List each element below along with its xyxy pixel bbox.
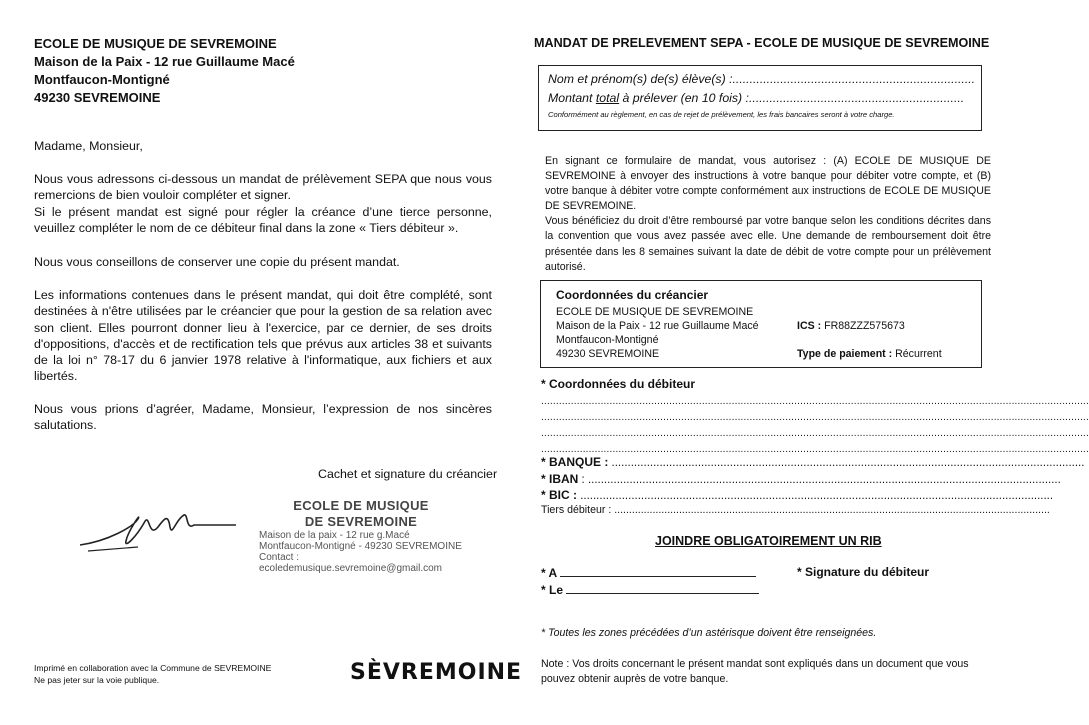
stamp-name-1: ECOLE DE MUSIQUE [293,498,429,513]
bic-input[interactable]: .................................................................................................................................................... [580,490,1054,502]
stamp-address: Maison de la paix - 12 rue g.Macé [259,530,410,541]
iban-label: * IBAN [541,472,579,486]
required-fields-note: * Toutes les zones précédées d’un astérisque doivent être renseignées. [541,627,877,639]
signature-place-row [541,565,756,580]
iban-field-row [541,471,1061,487]
date-input[interactable] [566,582,759,594]
bank-label: * BANQUE : [541,455,609,469]
amount-field[interactable]: ............................................................... [748,91,965,105]
debtor-line-2[interactable]: ........................................................................................................................................................................................ [541,412,1089,423]
third-party-input[interactable]: .................................................................................................................................................... [614,504,1050,516]
creditor-line-2: Maison de la Paix - 12 rue Guillaume Macé [556,320,759,332]
amount-label-total: total [595,91,620,105]
refund-paragraph: Vous bénéficiez du droit d’être remboursé par votre banque selon les conditions décrites dans la convention que vous avez passée avec elle. Une demande de remboursement doit être présentée dans les 8 semaines suivant la date de débit de votre compte pour un prélèvement autorisé. [545,215,991,273]
signature-date-row [541,582,759,597]
paragraph-3: Les informations contenues dans le présent mandat, qui doit être complété, sont destinées à n'être utilisées par le créancier que pour la gestion de sa relation avec son client. Elles pourront donner lieu à l'exercice, par ce dernier, de ses droits d'oppositions, d'accès et de rectification tels que prévus aux articles 38 et suivants de la loi n° 78-17 du 6 janvier 1978 relative à l'informatique, aux fichiers et aux libertés. [34,288,492,384]
iban-separator: : [578,474,585,486]
bic-field-row [541,487,1054,503]
creditor-ics [797,320,905,332]
sender-address [34,35,295,107]
rib-notice: JOINDRE OBLIGATOIREMENT UN RIB [655,534,882,548]
mandate-title: MANDAT DE PRELEVEMENT SEPA - ECOLE DE MUSIQUE DE SEVREMOINE [534,36,990,50]
student-info-box [538,65,982,131]
debtor-signature-label: * Signature du débiteur [797,565,930,579]
mandate-authorization-text [545,154,991,275]
footer-note [34,662,271,686]
bank-input[interactable]: .................................................................................................................................................... [611,457,1085,469]
amount-line [548,91,964,105]
school-stamp [255,498,467,582]
footer-line-1: Imprimé en collaboration avec la Commune de SEVREMOINE [34,663,272,673]
stamp-name-2: DE SEVREMOINE [304,514,418,529]
third-party-label: Tiers débiteur : [541,504,612,516]
footer-line-2: Ne pas jeter sur la voie publique. [34,675,160,685]
salutation-text: Madame, Monsieur, [34,139,143,153]
iban-input[interactable]: .................................................................................................................................................... [587,474,1061,486]
letter-paragraph-3 [34,287,492,385]
bank-field-row [541,454,1085,470]
student-names-label: Nom et prénom(s) de(s) élève(s) : [548,72,733,86]
paragraph-4: Nous vous prions d’agréer, Madame, Monsieur, l’expression de nos sincères salutations. [34,402,492,433]
payment-type-value: Récurrent [895,348,942,360]
paragraph-1b: Si le présent mandat est signé pour régler la créance d’une tierce personne, veuillez compléter le nom de ce débiteur final dans la zone « Tiers débiteur ». [34,204,492,235]
letter-paragraph-1 [34,171,492,236]
amount-label-post: à prélever (en 10 fois) : [619,91,749,105]
payment-type-label: Type de paiement : [797,348,893,360]
debtor-title: * Coordonnées du débiteur [541,377,696,391]
creditor-line-4: 49230 SEVREMOINE [556,348,660,360]
debtor-line-3[interactable]: ........................................................................................................................................................................................ [541,428,1089,439]
paragraph-2: Nous vous conseillons de conserver une copie du présent mandat. [34,255,400,269]
place-input[interactable] [560,565,756,577]
stamp-city: Montfaucon-Montigné - 49230 SEVREMOINE [259,541,462,552]
letter-paragraph-4 [34,401,492,434]
debtor-line-1[interactable]: ........................................................................................................................................................................................ [541,396,1089,407]
creditor-line-3: Montfaucon-Montigné [556,334,659,346]
payment-type [797,348,942,360]
rights-note: Note : Vos droits concernant le présent mandat sont expliqués dans un document que vous pouvez obtenir auprès de votre banque. [541,658,969,685]
debtor-line-4[interactable]: ........................................................................................................................................................................................ [541,444,1089,455]
ics-label: ICS : [797,320,822,332]
paragraph-1a: Nous vous adressons ci-dessous un mandat de prélèvement SEPA que nous vous remercions de bien vouloir compléter et signer. [34,172,492,203]
creditor-title: Coordonnées du créancier [556,288,709,302]
place-label: * A [541,566,557,580]
conformity-note: Conformément au règlement, en cas de rejet de prélèvement, les frais bancaires seront à votre charge. [548,110,895,119]
student-names-field[interactable]: ....................................................................... [732,72,976,86]
sender-line-2: Maison de la Paix - 12 rue Guillaume Macé [34,54,295,69]
letter-paragraph-2 [34,254,492,270]
authorization-paragraph: En signant ce formulaire de mandat, vous autorisez : (A) ECOLE DE MUSIQUE DE SEVREMOINE à envoyer des instructions à votre banque pour débiter votre compte, et (B) votre banque à débiter votre compte conformément aux instructions de ECOLE DE MUSIQUE DE SEVREMOINE. [545,155,991,213]
handwritten-signature [78,497,238,557]
creditor-box [540,280,982,368]
student-names-line [548,72,975,86]
date-label: * Le [541,583,564,597]
cachet-label: Cachet et signature du créancier [318,467,498,481]
creditor-line-1: ECOLE DE MUSIQUE DE SEVREMOINE [556,306,754,318]
third-party-field-row [541,502,1050,518]
sender-line-1: ECOLE DE MUSIQUE DE SEVREMOINE [34,36,277,51]
ics-value: FR88ZZZ575673 [824,320,905,332]
bic-label: * BIC : [541,488,577,502]
sevremoine-logo: SÈVREMOINE [350,660,523,685]
stamp-contact: Contact : ecoledemusique.sevremoine@gmail.com [259,552,443,574]
sender-line-4: 49230 SEVREMOINE [34,90,161,105]
amount-label-pre: Montant [548,91,596,105]
letter-salutation [34,138,492,154]
sender-line-3: Montfaucon-Montigné [34,72,170,87]
